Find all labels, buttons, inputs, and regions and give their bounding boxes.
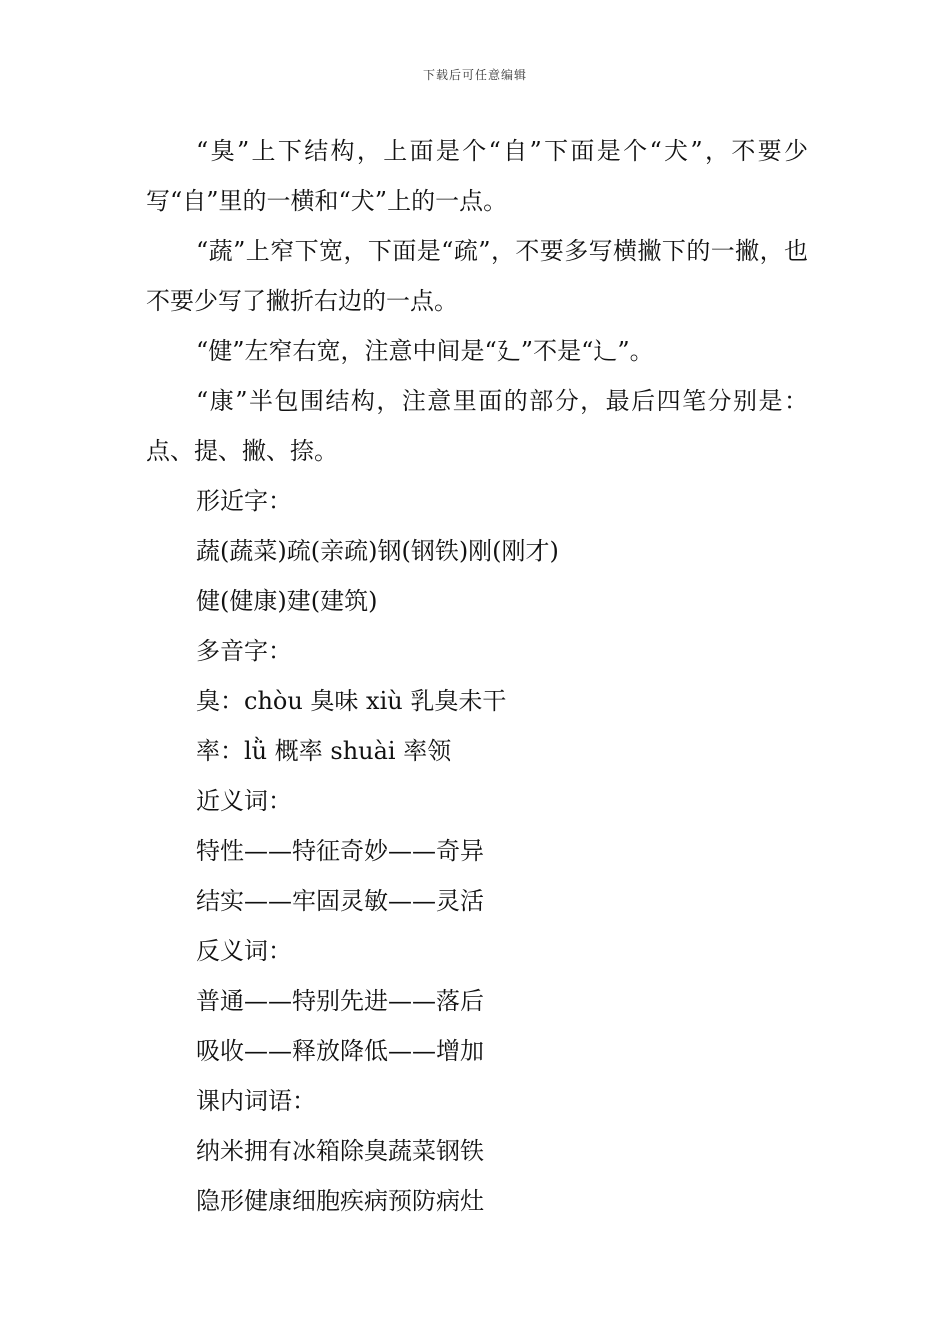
list-item: 臭：chòu 臭味 xiù 乳臭未干 <box>196 687 507 715</box>
document-body <box>146 126 808 1226</box>
list-item: 健(健康)建(建筑) <box>196 587 378 615</box>
list-item: 蔬(蔬菜)疏(亲疏)钢(钢铁)刚(刚才) <box>196 537 559 565</box>
list-item: 特性——特征奇妙——奇异 <box>196 837 484 865</box>
heading-lesson-vocabulary: 课内词语： <box>196 1087 316 1115</box>
list-item: 隐形健康细胞疾病预防病灶 <box>196 1187 484 1215</box>
heading-similar-characters: 形近字： <box>196 487 292 515</box>
heading-polyphonic-characters: 多音字： <box>196 637 292 665</box>
heading-antonyms: 反义词： <box>196 937 292 965</box>
header-note: 下载后可任意编辑 <box>422 68 527 82</box>
paragraph-kang-structure: “康”半包围结构，注意里面的部分，最后四笔分别是：点、提、撇、捺。 <box>146 387 808 465</box>
heading-synonyms: 近义词： <box>196 787 292 815</box>
paragraph-chou-structure: “臭”上下结构，上面是个“自”下面是个“犬”，不要少写“自”里的一横和“犬”上的一点。 <box>146 137 808 215</box>
list-item: 结实——牢固灵敏——灵活 <box>196 887 484 915</box>
list-item: 率：lǜ 概率 shuài 率领 <box>196 737 452 765</box>
list-item: 纳米拥有冰箱除臭蔬菜钢铁 <box>196 1137 484 1165</box>
paragraph-jian-structure: “健”左窄右宽，注意中间是“廴”不是“辶”。 <box>196 337 654 365</box>
paragraph-shu-structure: “蔬”上窄下宽，下面是“疏”，不要多写横撇下的一撇，也不要少写了撇折右边的一点。 <box>146 237 808 315</box>
list-item: 吸收——释放降低——增加 <box>196 1037 484 1065</box>
list-item: 普通——特别先进——落后 <box>196 987 484 1015</box>
